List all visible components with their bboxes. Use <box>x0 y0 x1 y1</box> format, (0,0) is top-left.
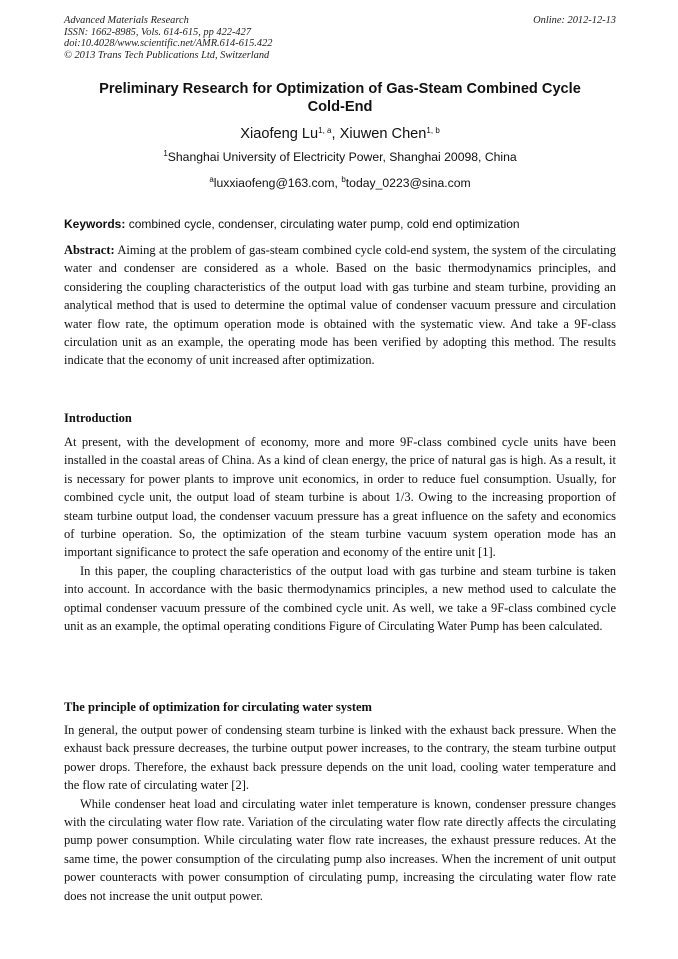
email-b: today_0223@sina.com <box>345 176 471 190</box>
journal-issn: ISSN: 1662-8985, Vols. 614-615, pp 422-427 <box>64 26 252 38</box>
principle-paragraph-1: In general, the output power of condensing steam turbine is linked with the exhaust back pressure. When the exhaust back pressure decreases, the turbine output power increases, to the contrary, the steam turbine output power drops. Therefore, the exhaust back pressure depends on the unit load, cooling water temperature and the flow rate of circulating water [2]. <box>64 723 616 793</box>
journal-header <box>64 15 616 61</box>
author-1-name: Xiaofeng Lu <box>240 126 319 142</box>
author-2-affil-mark: 1, b <box>426 126 440 135</box>
paper-title-line1: Preliminary Research for Optimization of Gas-Steam Combined Cycle <box>99 81 581 97</box>
author-separator: , <box>331 126 336 142</box>
email-a-mark: a <box>209 175 214 184</box>
affiliation-text: Shanghai University of Electricity Power, Shanghai 20098, China <box>167 150 517 164</box>
email-a: luxxiaofeng@163.com, <box>213 176 338 190</box>
paper-title-line2: Cold-End <box>307 99 373 115</box>
abstract-text: Aiming at the problem of gas-steam combined cycle cold-end system, the system of the circulating water and condenser are considered as a whole. Based on the basic thermodynamics principles, and considering the coupling characteristics of the output load with gas turbine and steam turbine, providing an analytical method that is used to determine the optimal value of condenser vacuum pressure and circulation water flow rate, the optimum operation mode is obtained with the systematic view. And take a 9F-class circulation unit as an example, the operating mode has been verified by adopting this method. The results indicate that the economy of unit increased after optimization. <box>64 243 616 368</box>
journal-copyright: © 2013 Trans Tech Publications Ltd, Switzerland <box>64 49 270 61</box>
paper-title <box>64 80 616 116</box>
introduction-body <box>64 433 616 635</box>
online-date: Online: 2012-12-13 <box>533 15 616 26</box>
principle-body <box>64 721 616 905</box>
journal-doi: doi:10.4028/www.scientific.net/AMR.614-615.422 <box>64 38 273 50</box>
affiliation <box>64 150 616 165</box>
keywords-text: combined cycle, condenser, circulating water pump, cold end optimization <box>128 217 520 231</box>
author-2-name: Xiuwen Chen <box>339 126 427 142</box>
author-list <box>64 125 616 143</box>
introduction-paragraph-2: In this paper, the coupling characteristics of the output load with gas turbine and steam turbine is taken into account. In accordance with the basic thermodynamics principles, a new method used to calculate the optimal condenser vacuum pressure of the combined cycle unit. As well, we take a 9F-class combined cycle unit as an example, the optimal operating conditions Figure of Circulating Water Pump has been calculated. <box>64 563 616 634</box>
author-1-affil-mark: 1, a <box>318 126 332 135</box>
principle-heading: The principle of optimization for circulating water system <box>64 700 372 714</box>
abstract-label: Abstract: <box>64 243 115 257</box>
affiliation-mark: 1 <box>163 149 168 158</box>
keywords <box>64 216 616 232</box>
journal-name: Advanced Materials Research <box>64 15 189 26</box>
introduction-heading: Introduction <box>64 411 132 425</box>
principle-paragraph-2: While condenser heat load and circulating water inlet temperature is known, condenser pressure changes with the circulating water flow rate. Variation of the circulating water flow rate directly affects the circulating pump power consumption. While circulating water flow rate increases, the exhaust pressure reduces. At the same time, the power consumption of the circulating pump also increases. When the increment of unit output power counteracts with power consumption of circulating pump, increasing the circulating water flow rate does not increase the unit output power. <box>64 796 616 903</box>
introduction-paragraph-1: At present, with the development of economy, more and more 9F-class combined cycle units have been installed in the coastal areas of China. As a kind of clean energy, the price of natural gas is high. As a result, it is necessary for power plants to improve unit economics, in order to reduce fuel consumption. Usually, for combined cycle unit, the output load of steam turbine is about 1/3. Owing to the increasing proportion of steam turbine output load, the condenser vacuum pressure has a great influence on the safety and economics of turbine operation. So, the optimization of the steam turbine vacuum system operation mode has an important significance to protect the safe operation and economy of the entire unit [1]. <box>64 435 616 560</box>
abstract <box>64 241 616 370</box>
author-emails <box>64 176 616 191</box>
email-b-mark: b <box>341 175 346 184</box>
keywords-label: Keywords: <box>64 217 126 231</box>
